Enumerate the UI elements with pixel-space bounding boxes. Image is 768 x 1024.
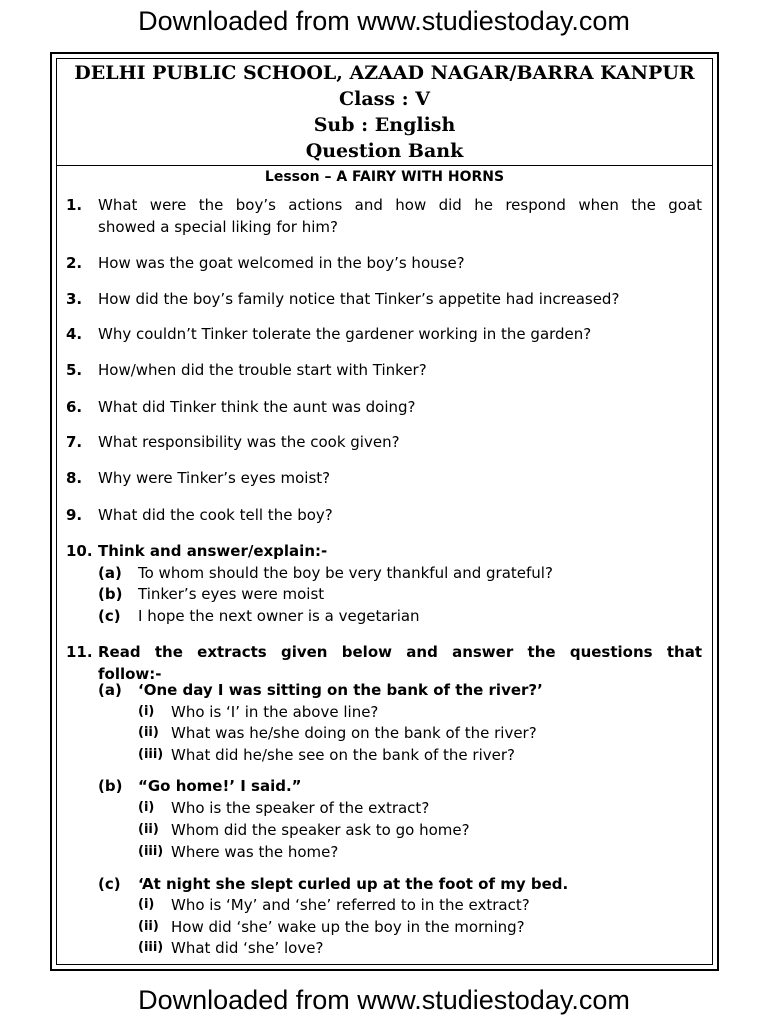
- question-text: Think and answer/explain:-: [98, 542, 328, 560]
- extract-question-text: What did ‘she’ love?: [171, 939, 324, 957]
- extract-question-label: (i): [138, 704, 155, 719]
- question-number: 8.: [66, 469, 83, 487]
- extract-question-label: (iii): [138, 747, 164, 762]
- question-number: 3.: [66, 290, 83, 308]
- extract-label: (c): [98, 875, 121, 893]
- extract-question-label: (ii): [138, 919, 159, 934]
- extract-question-text: What did he/she see on the bank of the river?: [171, 746, 515, 764]
- download-banner-top: Downloaded from www.studiestoday.com: [138, 6, 630, 36]
- sub-question-label: (a): [98, 564, 122, 582]
- extract-question-text: Who is ‘My’ and ‘she’ referred to in the extract?: [171, 896, 530, 914]
- question-number: 2.: [66, 254, 83, 272]
- question-text: What responsibility was the cook given?: [98, 433, 400, 451]
- extract-question-label: (iii): [138, 844, 164, 859]
- lesson-title: Lesson – A FAIRY WITH HORNS: [264, 169, 505, 185]
- extract-question-text: Where was the home?: [171, 843, 339, 861]
- download-banner-bottom: Downloaded from www.studiestoday.com: [138, 985, 630, 1015]
- extract-question-label: (i): [138, 897, 155, 912]
- question-text: How/when did the trouble start with Tinker?: [98, 361, 427, 379]
- extract-question-label: (ii): [138, 725, 159, 740]
- question-text: What did the cook tell the boy?: [98, 506, 333, 524]
- sub-question-text: I hope the next owner is a vegetarian: [138, 607, 420, 625]
- sub-question-label: (b): [98, 585, 123, 603]
- extract-text: ‘One day I was sitting on the bank of the river?’: [138, 681, 543, 699]
- header-divider: [57, 165, 712, 166]
- question-number: 11.: [66, 643, 93, 661]
- question-number: 1.: [66, 196, 83, 214]
- question-text: Why were Tinker’s eyes moist?: [98, 469, 331, 487]
- sub-question-label: (c): [98, 607, 121, 625]
- sub-question-text: Tinker’s eyes were moist: [138, 585, 325, 603]
- question-text-line: Read the extracts given below and answer the questions that: [98, 643, 702, 661]
- extract-question-text: Whom did the speaker ask to go home?: [171, 821, 470, 839]
- question-number: 7.: [66, 433, 83, 451]
- extract-question-text: How did ‘she’ wake up the boy in the morning?: [171, 918, 525, 936]
- extract-question-label: (iii): [138, 940, 164, 955]
- question-number: 5.: [66, 361, 83, 379]
- extract-text: “Go home!’ I said.”: [138, 777, 302, 795]
- sub-question-text: To whom should the boy be very thankful and grateful?: [138, 564, 553, 582]
- extract-question-label: (ii): [138, 822, 159, 837]
- extract-question-text: Who is ‘I’ in the above line?: [171, 703, 379, 721]
- question-number: 6.: [66, 398, 83, 416]
- subject-label: Sub : English: [313, 114, 456, 136]
- extract-label: (b): [98, 777, 123, 795]
- question-text-line: follow:-: [98, 665, 162, 683]
- extract-text: ‘At night she slept curled up at the foot of my bed.: [138, 875, 569, 893]
- question-text: Why couldn’t Tinker tolerate the gardener working in the garden?: [98, 325, 592, 343]
- extract-question-text: Who is the speaker of the extract?: [171, 799, 430, 817]
- school-name: DELHI PUBLIC SCHOOL, AZAAD NAGAR/BARRA KANPUR: [74, 62, 695, 84]
- extract-question-text: What was he/she doing on the bank of the river?: [171, 724, 537, 742]
- page-header: [57, 60, 712, 164]
- question-text: [98, 194, 702, 238]
- question-text: How did the boy’s family notice that Tinker’s appetite had increased?: [98, 290, 620, 308]
- question-text: What did Tinker think the aunt was doing?: [98, 398, 416, 416]
- question-number: 4.: [66, 325, 83, 343]
- page-title: Question Bank: [305, 140, 464, 162]
- question-number: 10.: [66, 542, 93, 560]
- question-text-line: What were the boy’s actions and how did he respond when the goat: [98, 196, 702, 214]
- question-number: 9.: [66, 506, 83, 524]
- extract-label: (a): [98, 681, 122, 699]
- question-text: How was the goat welcomed in the boy’s house?: [98, 254, 465, 272]
- extract-question-label: (i): [138, 800, 155, 815]
- class-label: Class : V: [338, 88, 431, 110]
- question-text-line: showed a special liking for him?: [98, 218, 338, 236]
